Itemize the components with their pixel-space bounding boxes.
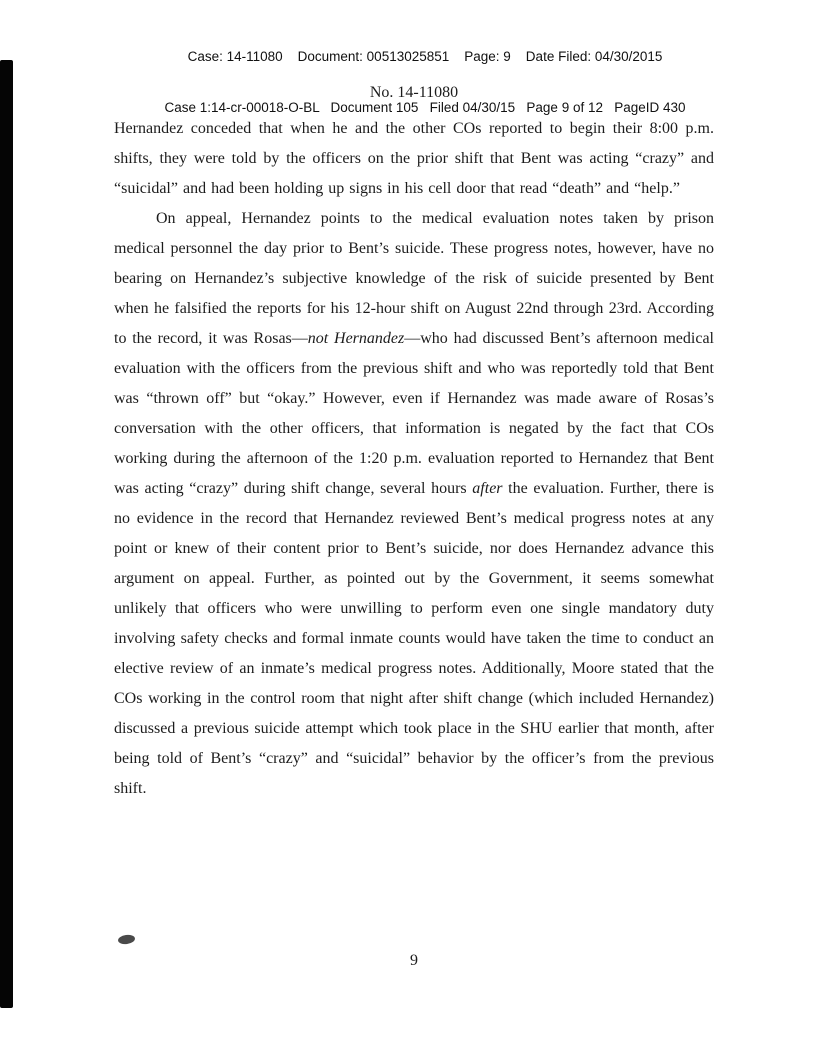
scan-artifact-bar: [0, 60, 13, 1008]
stamp-line-district: Case 1:14-cr-00018-O-BL Document 105 Filed 04/30/15 Page 9 of 12 PageID 430: [164, 100, 686, 115]
paragraph: [114, 204, 714, 804]
body-paragraphs: [114, 114, 714, 804]
scan-artifact-smudge: [117, 934, 135, 945]
stamp-line-appellate: Case: 14-11080 Document: 00513025851 Page: 9 Date Filed: 04/30/2015: [187, 49, 663, 64]
text-run: the evaluation. Further, there is no evidence in the record that Hernandez reviewed Bent’s medical progress notes at any point or knew of their content prior to Bent’s suicide, nor does Hernandez advance this argument on appeal. Further, as pointed out by the Government, it seems somewhat unlikely that officers who were unwilling to perform even one single mandatory duty involving safety checks and formal inmate counts would have taken the time to conduct an elective review of an inmate’s medical progress notes. Additionally, Moore stated that the COs working in the control room that night after shift change (which included Hernandez) discussed a previous suicide attempt which took place in the SHU earlier that month, after being told of Bent’s “crazy” and “suicidal” behavior by the officer’s from the previous shift.: [114, 480, 714, 797]
page-number: 9: [410, 952, 418, 969]
case-number-heading: No. 14-11080: [369, 84, 459, 101]
paragraph: [114, 114, 714, 204]
text-run: —who had discussed Bent’s afternoon medical evaluation with the officers from the previous shift and who was reportedly told that Bent was “thrown off” but “okay.” However, even if Hernandez was made aware of Rosas’s conversation with the other officers, that information is negated by the fact that COs working during the afternoon of the 1:20 p.m. evaluation reported to Hernandez that Bent was acting “crazy” during shift change, several hours: [114, 330, 715, 497]
document-body: [114, 84, 714, 804]
text-run: On appeal, Hernandez points to the medical evaluation notes taken by prison medical personnel the day prior to Bent’s suicide. These progress notes, however, have no bearing on Hernandez’s subjective knowledge of the risk of suicide presented by Bent when he falsified the reports for his 12-hour shift on August 22nd through 23rd. According to the record, it was Rosas—: [114, 210, 714, 347]
italic-text-run: not Hernandez: [307, 330, 405, 347]
italic-text-run: after: [472, 480, 503, 497]
text-run: Hernandez conceded that when he and the other COs reported to begin their 8:00 p.m. shifts, they were told by the officers on the prior shift that Bent was acting “crazy” and “suicidal” and had been holding up signs in his cell door that read “death” and “help.”: [114, 120, 714, 197]
